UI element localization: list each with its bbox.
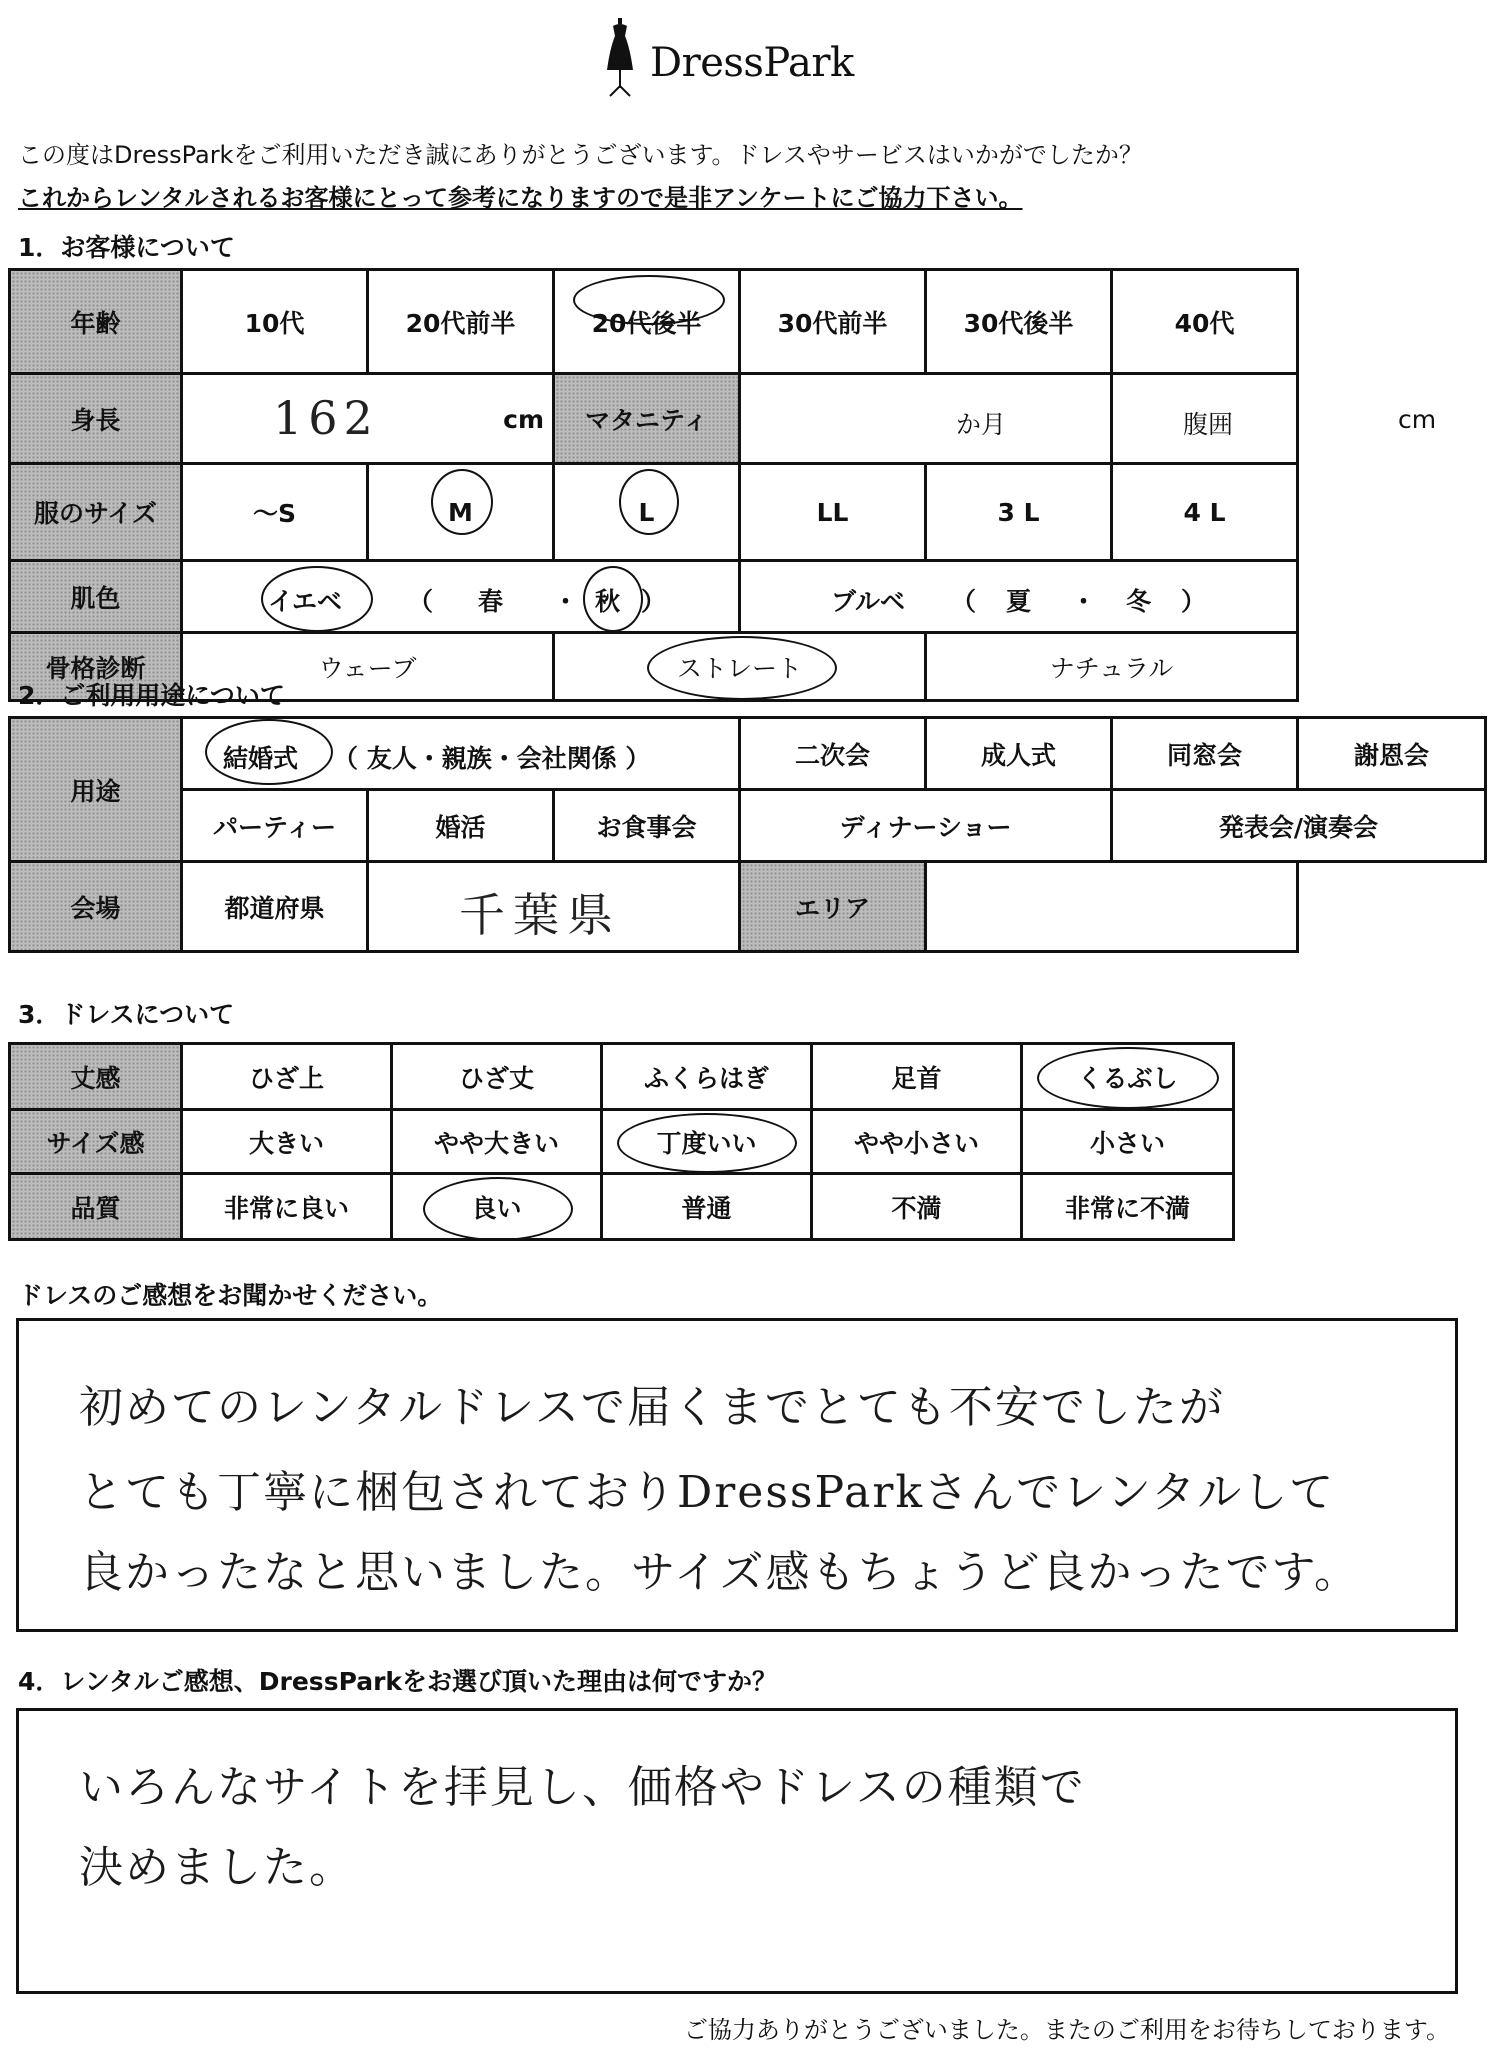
age-label: 年齢	[10, 270, 182, 374]
size-option-selected[interactable]	[368, 464, 554, 561]
venue-row	[10, 862, 1486, 952]
months-unit: か月	[956, 410, 1007, 439]
impressions-line: 初めてのレンタルドレスで届くまでとても不安でしたが	[79, 1382, 1225, 1433]
impressions-line: 良かったなと思いました。サイズ感もちょうど良かったです。	[79, 1547, 1360, 1598]
prefecture-value: 千葉県	[459, 888, 621, 942]
purpose-option[interactable]: ディナーショー	[740, 790, 1112, 862]
paren-open: （	[951, 587, 977, 616]
purpose-row-1	[10, 718, 1486, 790]
length-option[interactable]: ひざ丈	[392, 1044, 602, 1110]
frame-option[interactable]: ナチュラル	[926, 633, 1298, 701]
purpose-label: 用途	[10, 718, 182, 862]
skin-autumn: 秋	[595, 587, 621, 616]
venue-label: 会場	[10, 862, 182, 952]
section1-title: 1．お客様について	[18, 233, 235, 262]
prefecture-field[interactable]	[368, 862, 740, 952]
impressions-prompt: ドレスのご感想をお聞かせください。	[18, 1281, 443, 1310]
fit-option-label: 丁度いい	[656, 1128, 757, 1158]
customer-table	[8, 268, 1437, 702]
fit-label: サイズ感	[10, 1110, 182, 1174]
paren-close: ）	[641, 587, 667, 616]
frame-option[interactable]: ウェーブ	[182, 633, 554, 701]
skin-label: 肌色	[10, 561, 182, 633]
frame-label: 骨格診断	[10, 633, 182, 701]
age-option[interactable]: 30代前半	[740, 270, 926, 374]
area-label: エリア	[740, 862, 926, 952]
section4-title: 4．レンタルご感想、DressParkをお選び頂いた理由は何ですか？	[18, 1667, 778, 1696]
skin-summer: 夏	[1006, 587, 1032, 616]
intro-line-1: この度はDressParkをご利用いただき誠にありがとうございます。ドレスやサービスはいかがでしたか？	[18, 141, 1143, 169]
quality-option-selected[interactable]	[392, 1174, 602, 1240]
length-option[interactable]: ふくらはぎ	[602, 1044, 812, 1110]
age-option[interactable]: 20代前半	[368, 270, 554, 374]
dresspark-logo	[600, 18, 900, 98]
fit-row	[10, 1110, 1234, 1174]
quality-option[interactable]: 普通	[602, 1174, 812, 1240]
fit-option[interactable]: やや大きい	[392, 1110, 602, 1174]
impressions-line: とても丁寧に梱包されておりDressParkさんでレンタルして	[79, 1467, 1336, 1518]
footer-thanks: ご協力ありがとうございました。またのご利用をお待ちしております。	[683, 2016, 1450, 2044]
separator-dot: ・	[553, 587, 579, 616]
separator-dot: ・	[1071, 587, 1097, 616]
age-option-label: 20代後半	[591, 308, 702, 338]
skin-winter: 冬	[1126, 587, 1152, 616]
skin-blue-group[interactable]	[740, 561, 1298, 633]
intro-line-2: これからレンタルされるお客様にとって参考になりますので是非アンケートにご協力下さい。	[18, 184, 1023, 212]
purpose-row-2	[10, 790, 1486, 862]
purpose-option[interactable]: 婚活	[368, 790, 554, 862]
size-option-label: L	[638, 497, 655, 527]
frame-option-label: ストレート	[676, 653, 802, 683]
skin-blue: ブルベ	[831, 587, 906, 616]
length-option[interactable]: ひざ上	[182, 1044, 392, 1110]
dress-table	[8, 1042, 1235, 1241]
fit-option-selected[interactable]	[602, 1110, 812, 1174]
fit-option[interactable]: 小さい	[1022, 1110, 1234, 1174]
height-unit: cm	[503, 405, 544, 434]
length-option[interactable]: 足首	[812, 1044, 1022, 1110]
height-field[interactable]	[182, 374, 554, 464]
purpose-option[interactable]: パーティー	[182, 790, 368, 862]
skin-yellow-group[interactable]	[182, 561, 740, 633]
purpose-option[interactable]: 謝恩会	[1298, 718, 1486, 790]
purpose-option[interactable]: 同窓会	[1112, 718, 1298, 790]
waist-field[interactable]	[1112, 374, 1437, 464]
skin-spring: 春	[478, 587, 504, 616]
length-option-selected[interactable]	[1022, 1044, 1234, 1110]
dress-form-icon	[600, 18, 640, 98]
reason-line: いろんなサイトを拝見し、価格やドレスの種類で	[79, 1762, 1086, 1813]
size-option-selected[interactable]	[554, 464, 740, 561]
size-label: 服のサイズ	[10, 464, 182, 561]
quality-label: 品質	[10, 1174, 182, 1240]
age-option-selected[interactable]	[554, 270, 740, 374]
purpose-option[interactable]: 二次会	[740, 718, 926, 790]
impressions-answer-box[interactable]	[16, 1318, 1458, 1632]
waist-label: 腹囲	[1183, 410, 1234, 439]
quality-option-label: 良い	[471, 1193, 522, 1223]
quality-option[interactable]: 非常に不満	[1022, 1174, 1234, 1240]
purpose-wedding-group[interactable]	[182, 718, 740, 790]
purpose-option[interactable]: お食事会	[554, 790, 740, 862]
age-option[interactable]: 10代	[182, 270, 368, 374]
height-row	[10, 374, 1298, 464]
quality-option[interactable]: 非常に良い	[182, 1174, 392, 1240]
purpose-option[interactable]: 成人式	[926, 718, 1112, 790]
size-option-label: M	[448, 497, 473, 527]
height-label: 身長	[10, 374, 182, 464]
maternity-label: マタニティ	[554, 374, 740, 464]
length-option-label: くるぶし	[1077, 1063, 1178, 1093]
reason-line: 決めました。	[79, 1842, 355, 1893]
fit-option[interactable]: 大きい	[182, 1110, 392, 1174]
frame-option-selected[interactable]	[554, 633, 926, 701]
age-option[interactable]: 40代	[1112, 270, 1298, 374]
brand-name: DressPark	[650, 40, 854, 86]
purpose-wedding: 結婚式	[223, 744, 299, 773]
age-row	[10, 270, 1298, 374]
size-option[interactable]: 3 L	[926, 464, 1112, 561]
section3-title: 3．ドレスについて	[18, 1000, 235, 1029]
quality-option[interactable]: 不満	[812, 1174, 1022, 1240]
paren-close: ）	[1181, 587, 1207, 616]
reason-answer-box[interactable]	[16, 1708, 1458, 1994]
size-option[interactable]: LL	[740, 464, 926, 561]
purpose-wedding-sub: （ 友人・親族・会社関係 ）	[333, 744, 651, 773]
size-option[interactable]: 4 L	[1112, 464, 1298, 561]
quality-row	[10, 1174, 1234, 1240]
area-field[interactable]	[926, 862, 1298, 952]
purpose-option[interactable]: 発表会/演奏会	[1112, 790, 1486, 862]
section2-title: 2．ご利用用途について	[18, 681, 285, 710]
height-value: 162	[273, 391, 379, 445]
skin-yellow: イエベ	[268, 587, 343, 616]
size-row	[10, 464, 1298, 561]
waist-unit: cm	[1398, 405, 1437, 434]
paren-open: （	[408, 587, 434, 616]
length-label: 丈感	[10, 1044, 182, 1110]
fit-option[interactable]: やや小さい	[812, 1110, 1022, 1174]
skin-row	[10, 561, 1298, 633]
length-row	[10, 1044, 1234, 1110]
size-option[interactable]: ～S	[182, 464, 368, 561]
prefecture-label: 都道府県	[182, 862, 368, 952]
maternity-months-field[interactable]	[740, 374, 1112, 464]
purpose-table	[8, 716, 1487, 953]
age-option[interactable]: 30代後半	[926, 270, 1112, 374]
